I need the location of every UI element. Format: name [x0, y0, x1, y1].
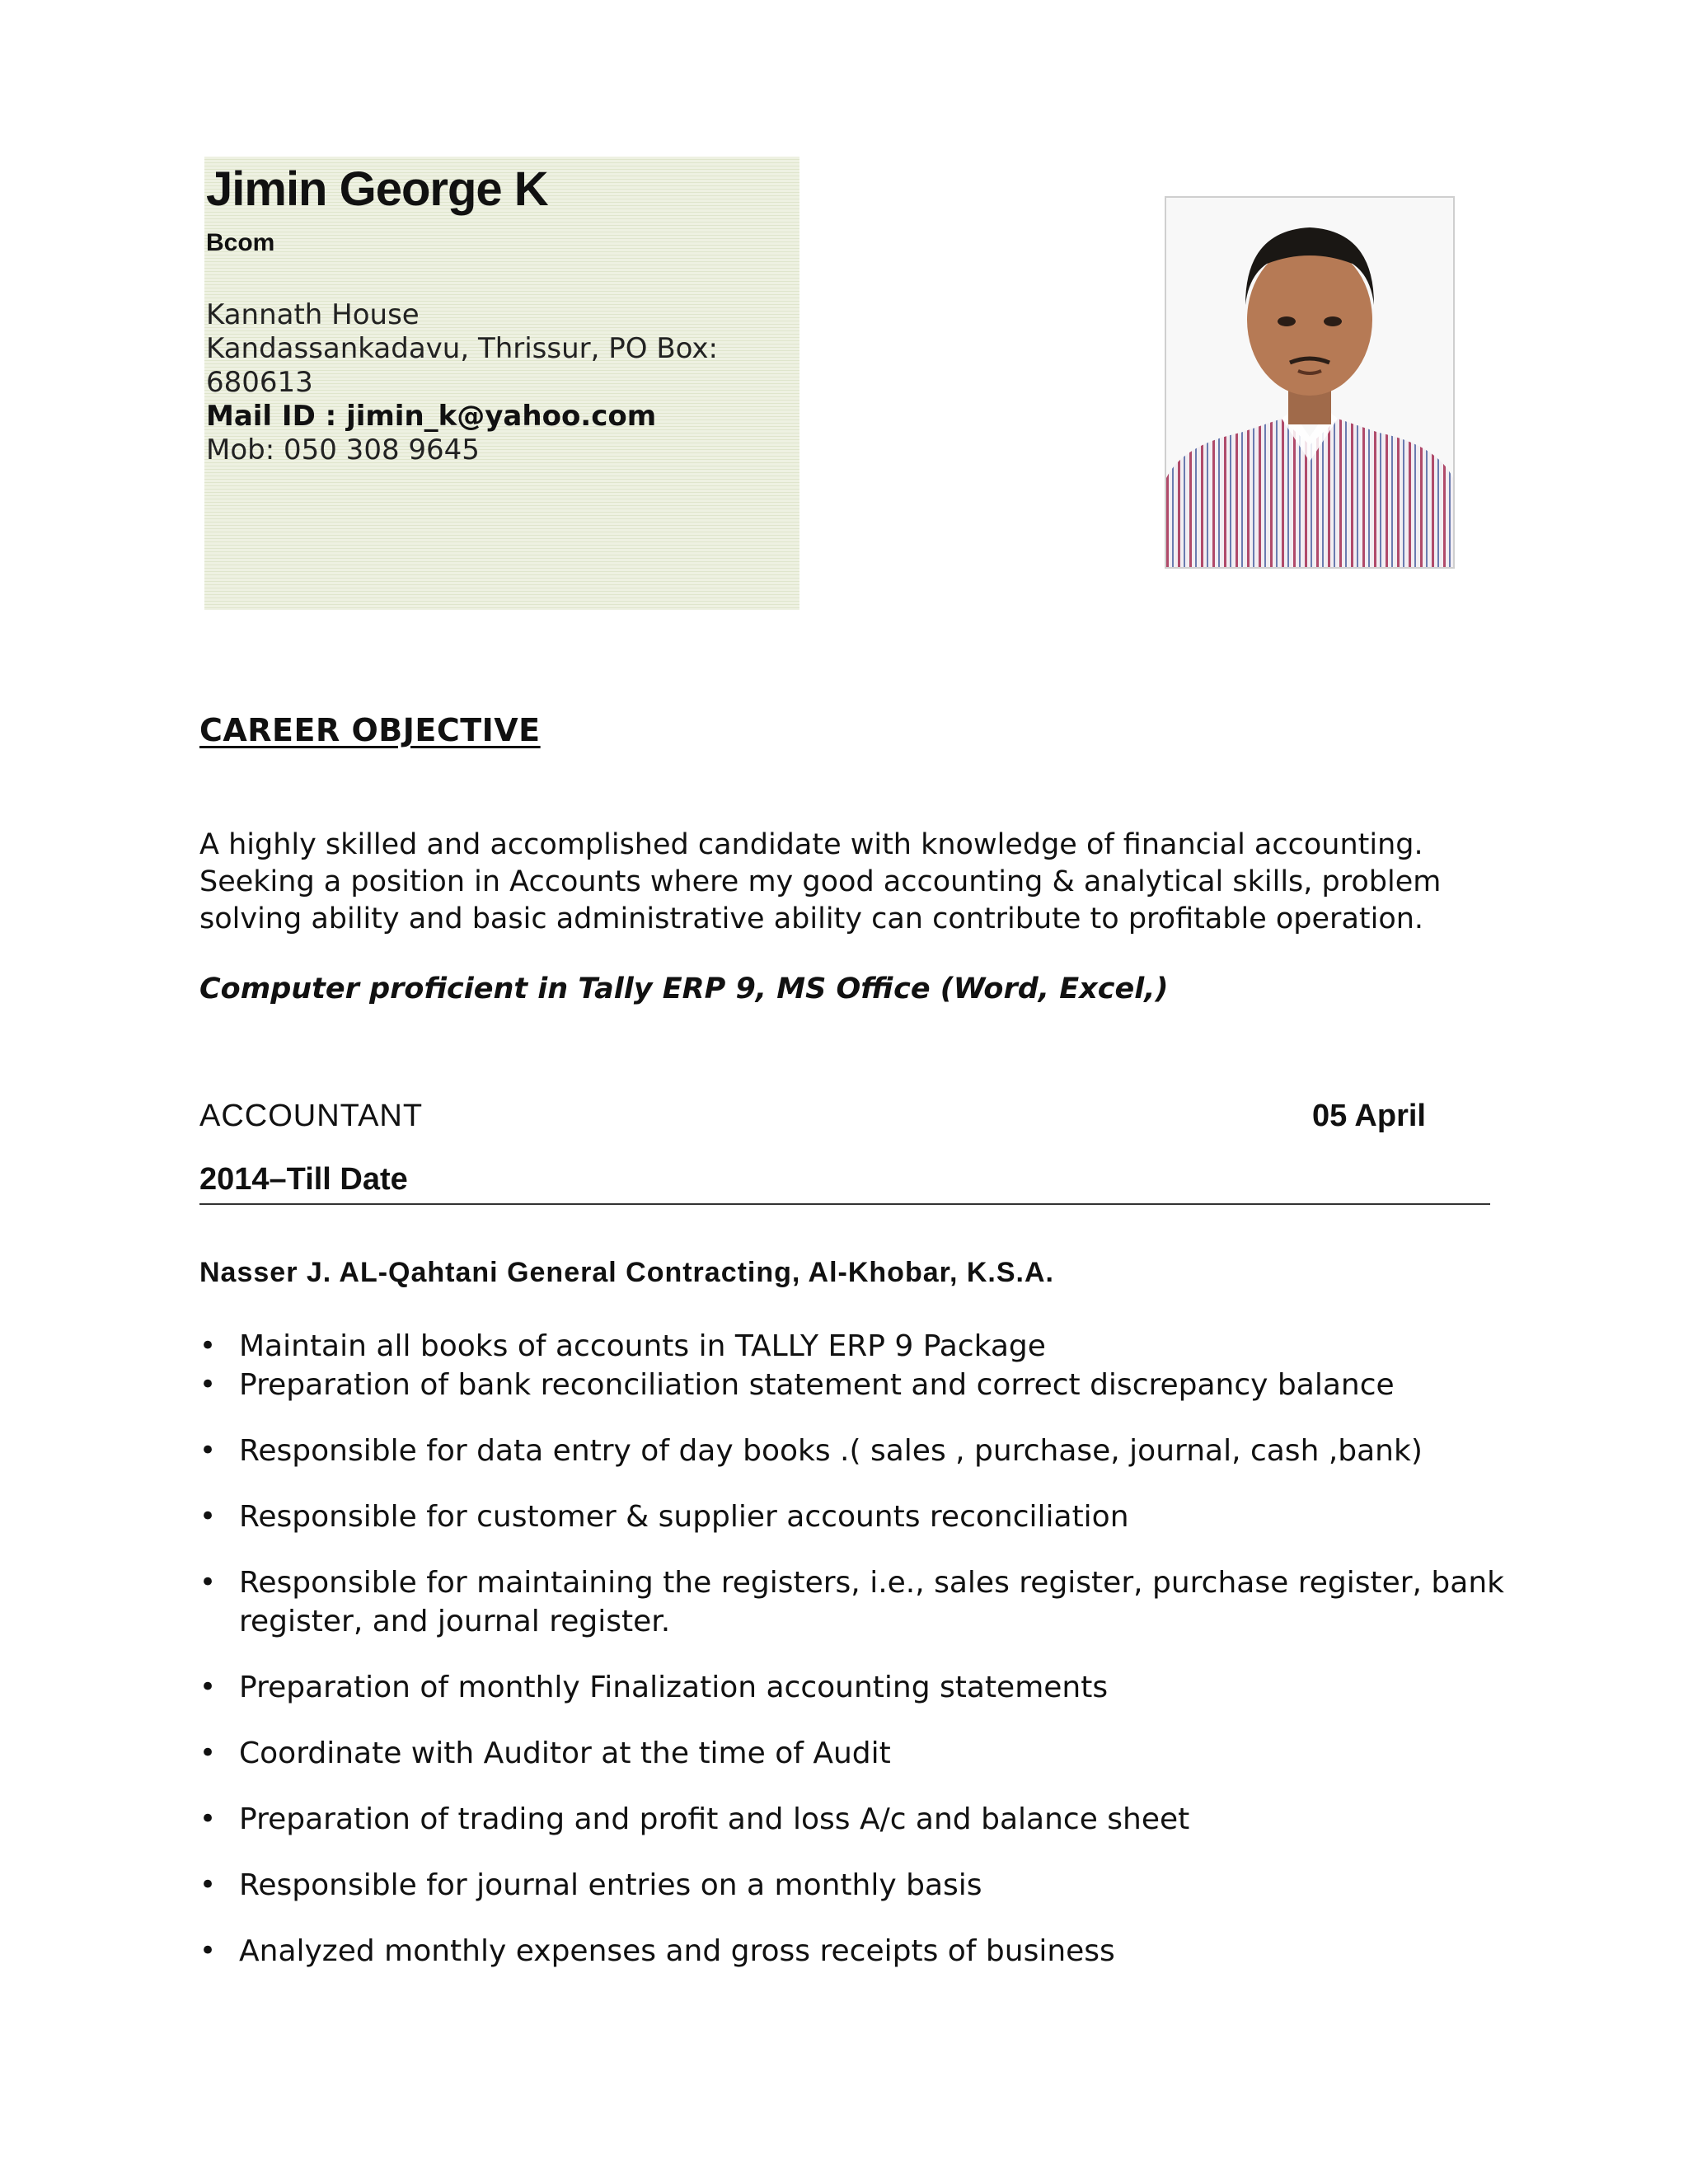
portrait-illustration: [1166, 198, 1453, 567]
list-item: • Responsible for customer & supplier accounts reconciliation: [199, 1497, 1551, 1536]
list-item: • Preparation of monthly Finalization accounting statements: [199, 1668, 1551, 1707]
career-objective-text: [199, 827, 1551, 938]
profile-photo: [1165, 196, 1455, 569]
list-item: • Responsible for journal entries on a monthly basis: [199, 1866, 1551, 1905]
list-item: • Analyzed monthly expenses and gross receipts of business: [199, 1932, 1551, 1971]
job-start-date: 05 April: [1312, 1099, 1426, 1133]
candidate-degree: Bcom: [206, 229, 275, 256]
list-item: • Responsible for maintaining the registers, i.e., sales register, purchase register, bank register, and journal register.: [199, 1563, 1551, 1641]
job-period: 2014–Till Date: [199, 1162, 408, 1197]
address-line: Kannath House: [206, 298, 420, 331]
list-item: • Coordinate with Auditor at the time of Audit: [199, 1734, 1551, 1773]
duties-list: [199, 1327, 1551, 1971]
list-item: • Responsible for data entry of day books .( sales , purchase, journal, cash ,bank): [199, 1432, 1551, 1470]
list-item: • Preparation of bank reconciliation statement and correct discrepancy balance: [199, 1366, 1551, 1404]
list-item: • Maintain all books of accounts in TALLY ERP 9 Package: [199, 1327, 1551, 1366]
computer-skills: Computer proficient in Tally ERP 9, MS Office (Word, Excel,): [199, 972, 1169, 1005]
objective-line: Seeking a position in Accounts where my good accounting & analytical skills, problem: [199, 865, 1442, 898]
contact-details: [206, 298, 783, 467]
job-title: ACCOUNTANT: [199, 1099, 424, 1133]
address-line: Kandassankadavu, Thrissur, PO Box:: [206, 332, 718, 365]
address-line: 680613: [206, 366, 313, 399]
list-item: • Preparation of trading and profit and loss A/c and balance sheet: [199, 1800, 1551, 1839]
company-name: Nasser J. AL-Qahtani General Contracting, Al-Khobar, K.S.A.: [199, 1257, 1054, 1288]
mobile-line: Mob: 050 308 9645: [206, 434, 480, 466]
objective-line: A highly skilled and accomplished candidate with knowledge of financial accounting.: [199, 828, 1423, 861]
section-divider: [199, 1203, 1490, 1205]
candidate-name: Jimin George K: [206, 162, 548, 216]
career-objective-heading: CAREER OBJECTIVE: [199, 712, 541, 748]
email-line: Mail ID : jimin_k@yahoo.com: [206, 400, 657, 433]
objective-line: solving ability and basic administrative ability can contribute to profitable operation.: [199, 902, 1424, 935]
